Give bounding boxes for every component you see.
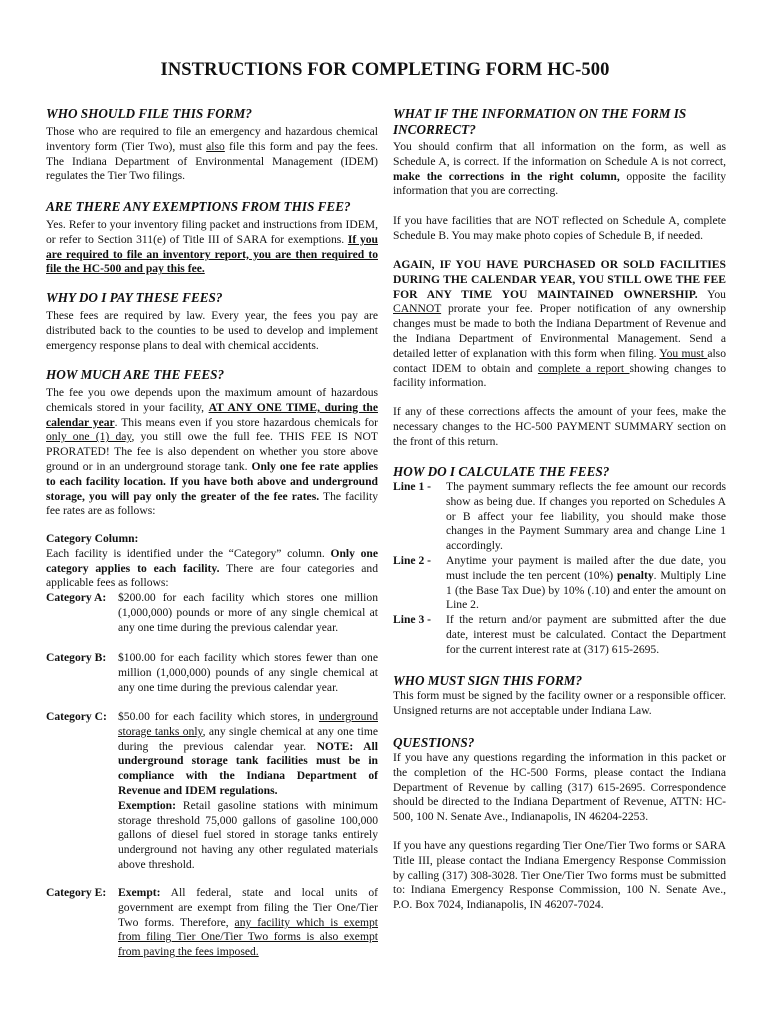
- line-label: Line 1 -: [393, 480, 432, 493]
- section-heading: WHAT IF THE INFORMATION ON THE FORM IS INCORRECT?: [393, 106, 687, 137]
- fee-line-1: [393, 480, 726, 554]
- body-text: You: [697, 287, 726, 301]
- category-description: $200.00 for each facility which stores one million (1,000,000) pounds or more of any single chemical at any one time during the previous calendar year.: [118, 591, 378, 634]
- section-heading: WHO MUST SIGN THIS FORM?: [393, 673, 583, 688]
- body-text-bold: make the corrections in the right column,: [393, 169, 620, 183]
- section-who-must-sign: [393, 673, 726, 719]
- section-body: If you have facilities that are NOT reflected on Schedule A, complete Schedule B. You may make photo copies of Schedule B, if needed.: [393, 214, 726, 242]
- body-text: Anytime your payment is mailed after the due date, you must include the ten percent (10%): [446, 554, 726, 582]
- body-text: also contact IDEM to obtain and: [393, 346, 726, 375]
- section-how-much: [46, 367, 378, 519]
- section-calculate-fees: [393, 464, 726, 480]
- section-body: [46, 547, 378, 591]
- section-schedule-b: [393, 214, 726, 244]
- body-text: These fees are required by law. Every year, the fees you pay are distributed back to the counties to be used to develop and implement emergency response plans to deal with chemical accidents.: [46, 309, 378, 352]
- body-text: The fee you owe depends upon the maximum amount of hazardous chemicals stored in your facility,: [46, 386, 378, 414]
- section-heading: WHO SHOULD FILE THIS FORM?: [46, 106, 252, 121]
- section-questions: [393, 735, 726, 913]
- category-description: $100.00 for each facility which stores fewer than one million (1,000,000) pounds of any single chemical at any one time during the previous calendar year.: [118, 651, 378, 694]
- section-body: [46, 218, 378, 277]
- section-body: [393, 140, 726, 199]
- category-description: [118, 886, 378, 960]
- body-text: All federal, state and local units of government are exempt from filing the Tier One/Tier Two forms. Therefore,: [118, 886, 378, 929]
- category-a: [46, 591, 378, 635]
- category-label: Category A:: [46, 591, 107, 604]
- body-text-underlined: any facility which is exempt from filing Tier One/Tier Two forms is also exempt from paving the fees imposed.: [118, 915, 379, 959]
- section-corrections-affect-fees: [393, 405, 726, 449]
- section-heading: HOW MUCH ARE THE FEES?: [46, 367, 225, 382]
- body-text: You should confirm that all information on the form, as well as Schedule A, is correct. If the information on Schedule A is not correct,: [393, 140, 726, 168]
- category-label: Category B:: [46, 651, 107, 664]
- section-body: This form must be signed by the facility owner or a responsible officer. Unsigned returns are not acceptable under Indiana Law.: [393, 689, 726, 717]
- section-body: If any of these corrections affects the amount of your fees, make the necessary changes to the HC-500 PAYMENT SUMMARY section on the front of this return.: [393, 405, 726, 448]
- section-who-should-file: [46, 106, 378, 184]
- section-body: If you have any questions regarding Tier One/Tier Two forms or SARA Title III, please contact the Indiana Emergency Response Commission by calling (317) 308-3028. Tier One/Tier Two forms must be submitted to: Indiana Emergency Response Commission, 100 N. Senate Ave., P.O. Box 7024, Indianapolis, IN 46207-7024.: [393, 838, 726, 912]
- category-description: [118, 710, 378, 873]
- body-text: opposite the facility information that you are correcting.: [393, 169, 726, 198]
- line-description: [446, 554, 726, 613]
- fee-line-2: [393, 554, 726, 613]
- section-heading: Category Column:: [46, 532, 139, 545]
- category-label: Category C:: [46, 710, 107, 723]
- line-description: If the return and/or payment are submitted after the due date, interest must be calculated. Contact the Department for the current interest rate at (317) 615-2695.: [446, 613, 726, 656]
- body-text-underlined: only one (1) day: [46, 430, 132, 444]
- body-text-bold: Exempt:: [118, 886, 161, 899]
- body-text: , you still owe the full fee. THIS FEE IS NOT PRORATED! The fee is also dependent on whether you store above ground or in an underground storage tank.: [46, 430, 378, 473]
- section-body: [46, 386, 378, 519]
- line-label: Line 3 -: [393, 613, 432, 626]
- body-text: There are four categories and applicable fees as follows:: [46, 561, 378, 590]
- body-text-bold-underlined: AT ANY ONE TIME, during the calendar year: [46, 400, 378, 429]
- body-text-bold-underlined: If you are required to file an inventory report, you are then required to file the HC-500 and pay this fee.: [46, 232, 378, 276]
- section-heading: HOW DO I CALCULATE THE FEES?: [393, 464, 610, 479]
- body-text-underlined: You must: [659, 346, 708, 360]
- line-label: Line 2 -: [393, 554, 432, 567]
- section-ownership-changes: [393, 258, 726, 391]
- page-title: INSTRUCTIONS FOR COMPLETING FORM HC-500: [160, 60, 610, 80]
- body-text: Each facility is identified under the “Category” column.: [46, 546, 331, 560]
- body-text: $50.00 for each facility which stores, in: [118, 710, 319, 723]
- body-text-underlined: CANNOT: [393, 302, 442, 316]
- body-text-bold: Only one category applies to each facility.: [46, 546, 378, 575]
- body-text: Those who are required to file an emergency and hazardous chemical inventory form (Tier Two), must: [46, 125, 378, 153]
- section-exemptions: [46, 199, 378, 277]
- body-text: showing changes to facility information.: [393, 361, 727, 390]
- body-text: file this form and pay the fees. The Indiana Department of Environmental Management (IDEM) regulates the Tier Two filings.: [46, 139, 379, 183]
- section-heading: QUESTIONS?: [393, 735, 475, 750]
- section-body: [393, 258, 726, 391]
- body-text: Yes. Refer to your inventory filing packet and instructions from IDEM, or refer to Section 311(e) of Title III of SARA for exemptions.: [46, 218, 378, 246]
- section-incorrect: [393, 106, 726, 199]
- body-text: , any single chemical at any one time during the previous calendar year.: [118, 724, 378, 753]
- section-body: [46, 309, 378, 353]
- section-heading: WHY DO I PAY THESE FEES?: [46, 290, 223, 305]
- body-text: prorate your fee. Proper notification of any ownership changes must be made to both the Indiana Department of Revenue and the Indiana Department of Environmental Management. Send a detailed letter of explanation with this form when filing.: [393, 302, 726, 360]
- body-text-bold: penalty: [616, 568, 654, 582]
- body-text: . This means even if you store hazardous chemicals for: [114, 415, 378, 429]
- exemption-label: Exemption:: [118, 798, 176, 812]
- category-c: [46, 710, 378, 873]
- category-e: [46, 886, 378, 960]
- line-description: The payment summary reflects the fee amount our records show as being due. If changes you reported on Schedules A or B affect your fee liability, you should make those changes in the Payment Summary area and change Line 1 accordingly.: [446, 480, 726, 553]
- fee-line-3: [393, 613, 726, 657]
- body-text: The facility fee rates are as follows:: [46, 489, 378, 518]
- section-why-pay: [46, 290, 378, 353]
- section-heading: ARE THERE ANY EXEMPTIONS FROM THIS FEE?: [46, 199, 351, 214]
- body-text-bold: AGAIN, IF YOU HAVE PURCHASED OR SOLD FACILITIES DURING THE CALENDAR YEAR, YOU STILL OWE THE FEE FOR ANY TIME YOU MAINTAINED OWNERSHIP.: [393, 258, 726, 301]
- body-text-bold: NOTE: All underground storage tank facilities must be in compliance with the Indiana Department of Revenue and IDEM regulations.: [118, 739, 378, 797]
- section-category-column: [46, 532, 378, 591]
- section-body: [46, 125, 378, 184]
- body-text-underlined: complete a report: [537, 361, 630, 375]
- body-text-bold: Only one fee rate applies to each facility location. If you have both above and underground storage, you will pay only the greater of the fee rates.: [46, 459, 378, 503]
- category-b: [46, 651, 378, 695]
- body-text-underlined: also: [206, 139, 225, 153]
- body-text: . Multiply Line 1 (the Base Tax Due) by 10% (.10) and enter the amount on Line 2.: [446, 568, 726, 612]
- body-text: Retail gasoline stations with minimum storage threshold 75,000 gallons of gasoline 100,000 gallons of diesel fuel stored in storage tanks entirely underground not having any other regulated materials above threshold.: [118, 798, 378, 871]
- body-text-underlined: underground storage tanks only: [118, 710, 378, 738]
- category-label: Category E:: [46, 886, 107, 899]
- section-body: If you have any questions regarding the information in this packet or the completion of the HC-500 Forms, please contact the Indiana Department of Revenue by calling (317) 615-2695. Correspondence should be directed to the Indiana Department of Revenue, ATTN: HC-500, 100 N. Senate Ave., Indianapolis, IN 46204-2253.: [393, 751, 726, 824]
